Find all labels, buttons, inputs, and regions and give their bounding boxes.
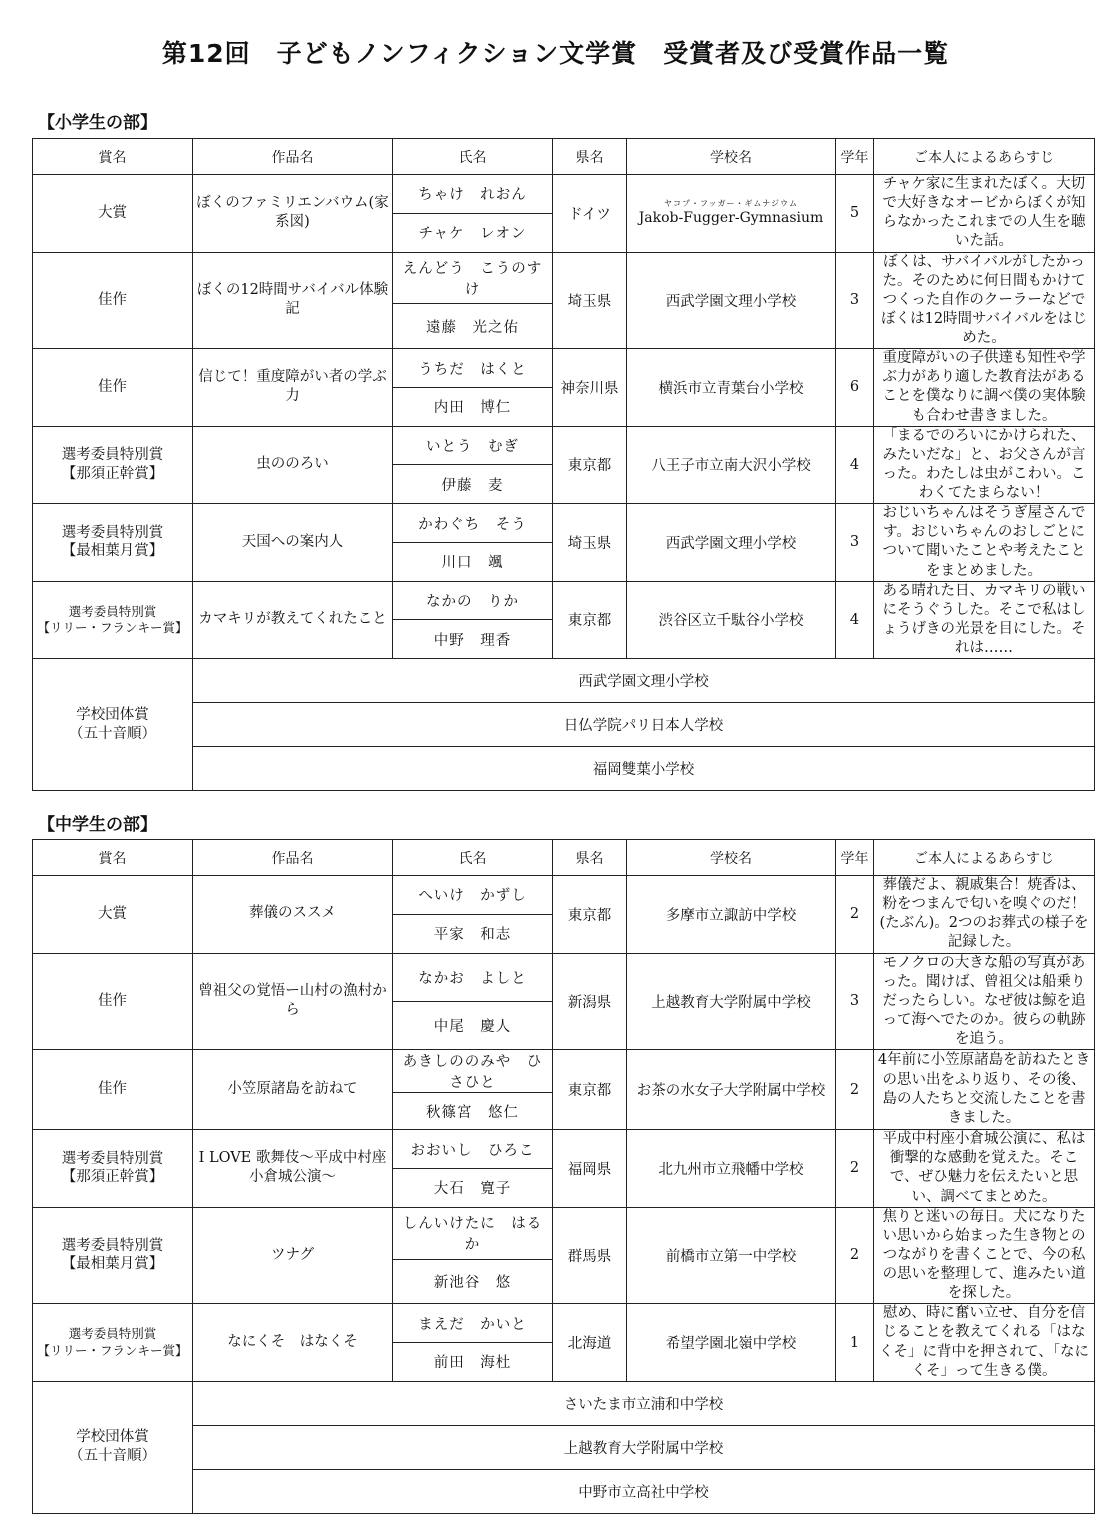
award-name-line: 佳作 [98,992,127,1009]
column-header: 作品名 [193,139,393,175]
work-title: 曾祖父の覚悟ー山村の漁村から [193,953,393,1050]
award-name-line: 大賞 [98,905,127,922]
header-row [33,840,1095,876]
school-name-ruby: ヤコプ・フッガー・ギムナジウム [664,199,798,209]
name-reading: ちゃけ れおん [393,175,553,214]
award-row [33,175,1095,214]
synopsis: 平成中村座小倉城公演に、私は衝撃的な感動を覚えた。そこで、ぜひ魅力を伝えたいと思い、調べてまとめた。 [874,1130,1095,1208]
column-header: 賞名 [33,139,193,175]
group-award-row [33,659,1095,703]
award-name-line: 大賞 [98,204,127,221]
prefecture: 東京都 [553,581,627,659]
group-award-label: 学校団体賞 [76,1429,149,1446]
award-row [33,426,1095,465]
work-title: 虫ののろい [193,426,393,504]
work-title: I LOVE 歌舞伎～平成中村座小倉城公演～ [193,1130,393,1208]
award-name-cell [33,349,193,427]
prefecture: 北海道 [553,1304,627,1382]
award-name-line: 佳作 [98,378,127,395]
work-title: ツナグ [193,1207,393,1304]
work-title: 天国への案内人 [193,504,393,582]
grade: 2 [836,1050,874,1130]
award-name-line: 選考委員特別賞 [61,447,164,464]
award-name-line: 選考委員特別賞 [68,603,157,619]
prefecture: 新潟県 [553,953,627,1050]
school-name: 希望学園北嶺中学校 [627,1304,836,1382]
school-name: 北九州市立飛幡中学校 [627,1130,836,1208]
school-name: お茶の水女子大学附属中学校 [627,1050,836,1130]
header-row [33,139,1095,175]
column-header: 学校名 [627,139,836,175]
synopsis: 「まるでのろいにかけられた、みたいだな」と、お父さんが言った。わたしは虫がこわい。こわくてたまらない！ [874,426,1095,504]
awards-table-elementary [32,138,1095,791]
person-name: 中野 理香 [393,620,553,659]
school-name: 西武学園文理小学校 [627,504,836,582]
prefecture: 群馬県 [553,1207,627,1304]
awards-table-junior [32,839,1095,1514]
person-name: 新池谷 悠 [393,1259,553,1304]
synopsis: 葬儀だよ、親戚集合！焼香は、粉をつまんで匂いを嗅ぐのだ！(たぶん)。2つのお葬式の様子を記録した。 [874,876,1095,954]
award-row [33,581,1095,620]
award-row [33,349,1095,388]
grade: 6 [836,349,874,427]
award-name-cell [33,426,193,504]
person-name: 中尾 慶人 [393,1001,553,1049]
grade: 3 [836,953,874,1050]
award-name-line: 佳作 [98,1081,127,1098]
prefecture: 埼玉県 [553,252,627,349]
award-name-line: 選考委員特別賞 [61,524,164,541]
group-award-school: 中野市立高社中学校 [193,1469,1095,1513]
synopsis: 慰め、時に奮い立せ、自分を信じることを教えてくれる「はなくそ」に背中を押されて、「なにくそ」って生きる僕。 [874,1304,1095,1382]
group-award-school: 日仏学院パリ日本人学校 [193,703,1095,747]
grade: 4 [836,426,874,504]
award-name-line: 選考委員特別賞 [61,1150,164,1167]
column-header: ご本人によるあらすじ [874,139,1095,175]
name-reading: しんいけたに はるか [393,1207,553,1259]
award-name-cell [33,876,193,954]
synopsis: おじいちゃんはそうぎ屋さんです。おじいちゃんのおしごとについて聞いたことや考えたことをまとめました。 [874,504,1095,582]
name-reading: いとう むぎ [393,426,553,465]
column-header: 県名 [553,840,627,876]
prefecture: ドイツ [553,175,627,253]
person-name: 平家 和志 [393,914,553,953]
group-award-school: 西武学園文理小学校 [193,659,1095,703]
school-name-cell [627,175,836,253]
group-award-label: 学校団体賞 [76,706,149,723]
school-name: 前橋市立第一中学校 [627,1207,836,1304]
grade: 2 [836,1207,874,1304]
school-name: 横浜市立青葉台小学校 [627,349,836,427]
award-name-cell [33,581,193,659]
award-name-line: 【最相葉月賞】 [61,1256,164,1273]
award-row [33,1207,1095,1259]
page-title: 第12回 子どもノンフィクション文学賞 受賞者及び受賞作品一覧 [161,39,950,68]
column-header: 県名 [553,139,627,175]
group-award-cell [33,1381,193,1513]
grade: 2 [836,1130,874,1208]
school-name: 八王子市立南大沢小学校 [627,426,836,504]
school-name: 渋谷区立千駄谷小学校 [627,581,836,659]
award-name-cell [33,1207,193,1304]
person-name: 秋篠宮 悠仁 [393,1093,553,1130]
grade: 4 [836,581,874,659]
award-name-cell [33,1304,193,1382]
synopsis: 焦りと迷いの毎日。犬になりたい思いから始まった生き物とのつながりを書くことで、今の私の思いを整理して、進みたい道を探した。 [874,1207,1095,1304]
school-name: Jakob-Fugger-Gymnasium [638,209,824,226]
school-name: 多摩市立諏訪中学校 [627,876,836,954]
column-header: 学年 [836,139,874,175]
column-header: 賞名 [33,840,193,876]
person-name: 大石 寛子 [393,1168,553,1207]
group-award-row [33,1381,1095,1425]
school-name: 上越教育大学附属中学校 [627,953,836,1050]
group-award-row [33,747,1095,791]
synopsis: 重度障がいの子供達も知性や学ぶ力があり適した教育法があることを僕なりに調べ僕の実体験も合わせ書きました。 [874,349,1095,427]
synopsis: チャケ家に生まれたぼく。大切で大好きなオービからぼくが知らなかったこれまでの人生を聴いた話。 [874,175,1095,253]
award-name-line: 【那須正幹賞】 [61,1169,164,1186]
grade: 3 [836,252,874,349]
name-reading: なかの りか [393,581,553,620]
prefecture: 福岡県 [553,1130,627,1208]
person-name: チャケ レオン [393,213,553,252]
award-name-line: 選考委員特別賞 [68,1326,157,1342]
synopsis: ぼくは、サバイバルがしたかった。そのために何日間もかけてつくった自作のクーラーなどでぼくは12時間サバイバルをはじめた。 [874,252,1095,349]
award-name-cell [33,504,193,582]
group-award-label: （五十音順） [69,1448,156,1465]
award-name-line: 【リリー・フランキー賞】 [37,1342,188,1358]
work-title: なにくそ はなくそ [193,1304,393,1382]
award-name-line: 佳作 [98,291,127,308]
grade: 2 [836,876,874,954]
column-header: 作品名 [193,840,393,876]
grade: 3 [836,504,874,582]
award-row [33,504,1095,543]
award-name-cell [33,953,193,1050]
work-title: ぼくの12時間サバイバル体験記 [193,252,393,349]
group-award-label: （五十音順） [69,725,156,742]
name-reading: へいけ かずし [393,876,553,915]
prefecture: 東京都 [553,1050,627,1130]
column-header: 氏名 [393,139,553,175]
prefecture: 神奈川県 [553,349,627,427]
grade: 5 [836,175,874,253]
synopsis: 4年前に小笠原諸島を訪ねたときの思い出をふり返り、その後、島の人たちと交流したことを書きました。 [874,1050,1095,1130]
award-name-cell [33,175,193,253]
name-reading: うちだ はくと [393,349,553,388]
school-name: 西武学園文理小学校 [627,252,836,349]
name-reading: まえだ かいと [393,1304,553,1343]
group-award-cell [33,659,193,791]
name-reading: あきしののみや ひさひと [393,1050,553,1093]
prefecture: 東京都 [553,426,627,504]
column-header: 学年 [836,840,874,876]
synopsis: ある晴れた日、カマキリの戦いにそうぐうした。そこで私はしょうげきの光景を目にした。それは…… [874,581,1095,659]
column-header: 学校名 [627,840,836,876]
person-name: 川口 颯 [393,542,553,581]
name-reading: えんどう こうのすけ [393,252,553,304]
award-row [33,876,1095,915]
name-reading: おおいし ひろこ [393,1130,553,1169]
work-title: ぼくのファミリエンバウム(家系図) [193,175,393,253]
grade: 1 [836,1304,874,1382]
column-header: ご本人によるあらすじ [874,840,1095,876]
prefecture: 東京都 [553,876,627,954]
group-award-row [33,1469,1095,1513]
award-row [33,953,1095,1001]
work-title: 小笠原諸島を訪ねて [193,1050,393,1130]
work-title: 葬儀のススメ [193,876,393,954]
work-title: 信じて！重度障がい者の学ぶ力 [193,349,393,427]
award-name-line: 選考委員特別賞 [61,1237,164,1254]
section-heading-junior: 【中学生の部】 [38,815,157,835]
award-name-cell [33,1130,193,1208]
award-row [33,1130,1095,1169]
person-name: 伊藤 麦 [393,465,553,504]
group-award-row [33,703,1095,747]
award-name-cell [33,1050,193,1130]
award-name-line: 【リリー・フランキー賞】 [37,619,188,635]
name-reading: かわぐち そう [393,504,553,543]
person-name: 内田 博仁 [393,387,553,426]
award-name-line: 【那須正幹賞】 [61,465,164,482]
group-award-school: 福岡雙葉小学校 [193,747,1095,791]
synopsis: モノクロの大きな船の写真があった。聞けば、曾祖父は船乗りだったらしい。なぜ彼は鯨を追って海へでたのか。彼らの軌跡を追う。 [874,953,1095,1050]
column-header: 氏名 [393,840,553,876]
award-name-cell [33,252,193,349]
group-award-row [33,1425,1095,1469]
work-title: カマキリが教えてくれたこと [193,581,393,659]
person-name: 遠藤 光之佑 [393,304,553,349]
group-award-school: さいたま市立浦和中学校 [193,1381,1095,1425]
name-reading: なかお よしと [393,953,553,1001]
person-name: 前田 海杜 [393,1343,553,1382]
award-name-line: 【最相葉月賞】 [61,543,164,560]
award-row [33,252,1095,304]
group-award-school: 上越教育大学附属中学校 [193,1425,1095,1469]
award-row [33,1304,1095,1343]
prefecture: 埼玉県 [553,504,627,582]
section-heading-elementary: 【小学生の部】 [38,113,157,133]
award-row [33,1050,1095,1093]
